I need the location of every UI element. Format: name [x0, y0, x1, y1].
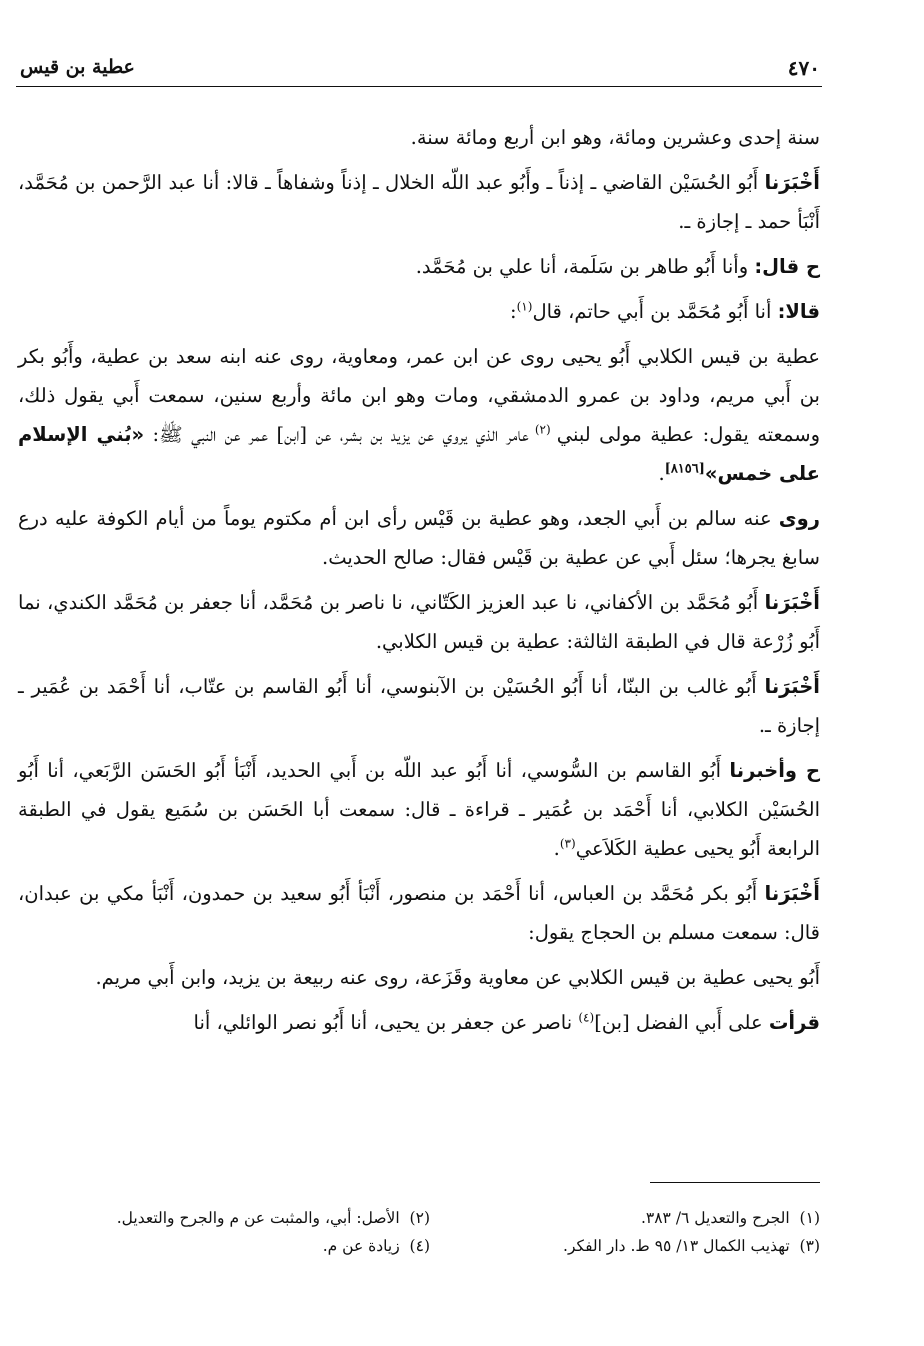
- paragraph: ح قال: وأنا أَبُو طاهر بن سَلَمة، أنا علي بن مُحَمَّد.: [415, 255, 820, 278]
- paragraph-lead: روى: [778, 507, 820, 530]
- paragraph: سنة إحدى وعشرين ومائة، وهو ابن أربع ومائة سنة.: [410, 126, 820, 149]
- paragraph: أَخْبَرَنا أَبُو بكر مُحَمَّد بن العباس، أنا أَحْمَد بن منصور، أَنْبَأ أَبُو سعيد بن حمدون، أَنْبَأ مكي بن عبدان، قال: سمعت مسلم بن الحجاج يقول:: [18, 882, 820, 944]
- paragraph: أَخْبَرَنا أَبُو الحُسَيْن القاضي ـ إذناً ـ وأَبُو عبد اللّه الخلال ـ إذناً وشفاهاً ـ قالا: أنا عبد الرَّحمن بن مُحَمَّد، أَنْبَأ حمد ـ إجازة ـ.: [18, 171, 820, 233]
- paragraph-lead: قرأت: [768, 1011, 820, 1034]
- footnote: (٤) زيادة عن م.: [322, 1237, 430, 1255]
- footnote-rule: [650, 1182, 820, 1183]
- page-number: ٤٧٠: [787, 56, 820, 80]
- footnote-marker: (٢): [528, 422, 557, 437]
- page-header: [16, 56, 824, 84]
- paragraph: أَخْبَرَنا أَبُو مُحَمَّد بن الأكفاني، نا عبد العزيز الكَتّاني، نا ناصر بن مُحَمَّد، أنا جعفر بن مُحَمَّد الكندي، نما أَبُو زُرْعة قال في الطبقة الثالثة: عطية بن قيس الكلابي.: [18, 591, 820, 653]
- footnote-marker: (١): [516, 299, 533, 314]
- body-text: [18, 118, 820, 1048]
- footnote: (١) الجرح والتعديل ٦/ ٣٨٣.: [640, 1209, 820, 1227]
- footnote: (٣) تهذيب الكمال ١٣/ ٩٥ ط. دار الفكر.: [563, 1237, 820, 1255]
- paragraph: عطية بن قيس الكلابي أَبُو يحيى روى عن ابن عمر، ومعاوية، روى عنه ابنه سعد بن عطية، وأَبُو بكر بن أَبي مريم، وداود بن عمرو الدمشقي، ومات وهو ابن مائة وأربع سنين، سمعت أَبي يقول ذلك، وسمعته يقول: عطية مولى لبني $^{(٢)}$ عامر الذي يروي عن يزيد بن بشر، عن [ابن] عمر عن النبي ﷺ: «بُني الإسلام على خمس»[٨١٥٦].: [18, 345, 820, 485]
- header-rule: [16, 86, 822, 87]
- paragraph-lead: أَخْبَرَنا: [764, 675, 820, 698]
- running-title: عطية بن قيس: [20, 56, 135, 78]
- paragraph: ح وأخبرنا أَبُو القاسم بن السُّوسي، أنا أَبُو عبد اللّه بن أَبي الحديد، أَنْبَأ أَبُو الحَسَن الرَّبَعي، أنا أَبُو الحُسَيْن الكلابي، أنا أَحْمَد بن عُمَير ـ قراءة ـ قال: سمعت أبا الحَسَن بن سُمَيع يقول في الطبقة الرابعة أَبُو يحيى عطية الكَلاَعي$^{(٣)}$.: [18, 759, 821, 860]
- footnote-marker: (٤): [578, 1010, 595, 1025]
- paragraph: روى عنه سالم بن أَبي الجعد، وهو عطية بن قَيْس رأى ابن أم مكتوم يوماً من أيام الكوفة عليه درع سابغ يجرها؛ سئل أَبي عن عطية بن قَيْس فقال: صالح الحديث.: [18, 507, 820, 569]
- footnote-marker: (٣): [559, 836, 576, 851]
- paragraph-lead: أَخْبَرَنا: [764, 591, 820, 614]
- paragraph: أَخْبَرَنا أَبُو غالب بن البنّا، أنا أَبُو الحُسَيْن بن الآبنوسي، أنا أَبُو القاسم بن عتّاب، أنا أَحْمَد بن عُمَير ـ إجازة ـ.: [18, 675, 820, 737]
- paragraph-lead: أَخْبَرَنا: [764, 171, 820, 194]
- paragraph: أَبُو يحيى عطية بن قيس الكلابي عن معاوية وقَزَعة، روى عنه ربيعة بن يزيد، وابن أَبي مريم.: [95, 966, 820, 989]
- footnotes: [40, 1204, 820, 1260]
- paragraph-lead: قالا:: [777, 300, 820, 323]
- hadith-ref: [٨١٥٦]: [664, 461, 705, 477]
- paragraph-lead: ح قال:: [754, 255, 820, 278]
- paragraph-lead: ح وأخبرنا: [729, 759, 821, 782]
- hadith-quote: «بُني الإسلام على خمس»: [18, 423, 820, 485]
- paragraph: قالا: أنا أَبُو مُحَمَّد بن أَبي حاتم، قال$^{(١)}$:: [510, 299, 820, 323]
- footnote: (٢) الأصل: أبي، والمثبت عن م والجرح والتعديل.: [116, 1209, 430, 1227]
- paragraph-lead: أَخْبَرَنا: [764, 882, 820, 905]
- paragraph: قرأت على أَبي الفضل [بن]$^{(٤)}$ ناصر عن جعفر بن يحيى، أنا أَبُو نصر الوائلي، أنا: [193, 1010, 820, 1034]
